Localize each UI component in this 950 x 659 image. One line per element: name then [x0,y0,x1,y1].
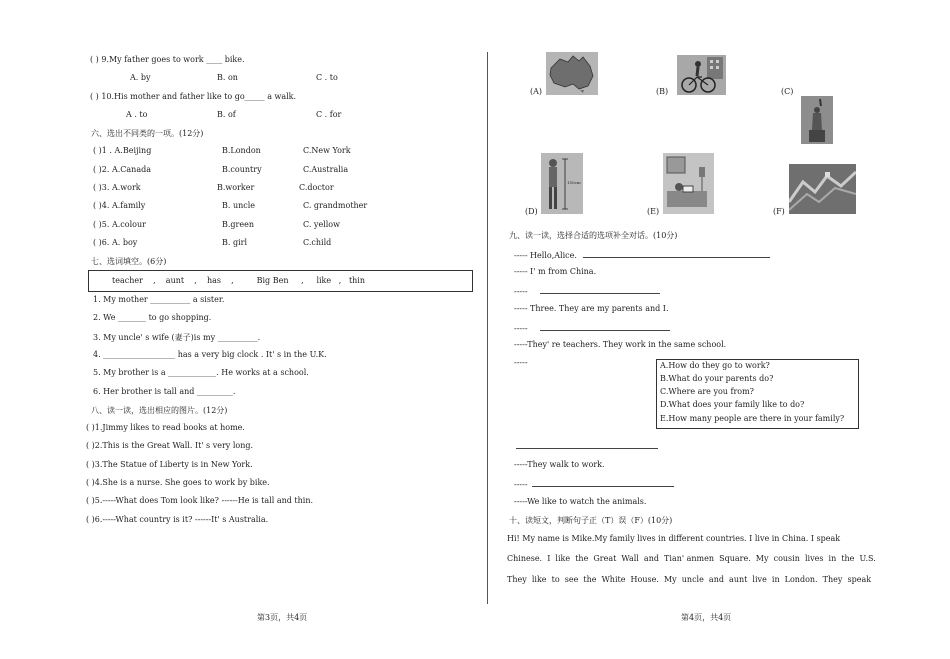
option-b: B.What do your parents do? [660,374,774,383]
height-mark: 150cm [567,180,581,185]
picture-e-reading-at-home [663,153,714,214]
answer-blank-4[interactable] [516,440,658,449]
picture-c-statue-of-liberty [801,96,833,144]
s6-row-2-b: B.country [222,165,262,174]
picture-f-label: (F) [773,207,785,216]
s6-row-2-c: C.Australia [303,165,349,174]
dialog-line-5-text: ----- [514,324,528,333]
option-e: E.How many people are there in your family? [660,414,845,423]
s6-row-4-c: C. grandmother [303,201,368,210]
q10-option-a: A . to [126,110,148,119]
s8-item-5: ( )5.-----What does Tom look like? ------He is tall and thin. [86,496,314,505]
s6-row-6-a: ( )6. A. boy [93,238,138,247]
dialog-line-9-text: ----- [514,480,528,489]
q10-option-c: C . for [316,110,342,119]
dialog-line-7: ----- [514,358,528,367]
dialog-line-3 [514,285,660,296]
s7-item-2: 2. We _______ to go shopping. [93,313,212,322]
dialog-line-5 [514,322,670,333]
option-d: D.What does your family like to do? [660,400,805,409]
s6-row-2-a: ( )2. A.Canada [93,165,151,174]
s6-row-5-b: B.green [222,220,254,229]
q9-option-a: A. by [130,73,151,82]
section-10-title: 十、读短文，判断句子正（T）误（F）(10分) [509,516,673,525]
word-bank: teacher , aunt , has , Big Ben , like , thin [112,276,366,285]
dialog-line-3-text: ----- [514,287,528,296]
picture-d-label: (D) [525,207,538,216]
s8-item-4: ( )4.She is a nurse. She goes to work by bike. [86,478,270,487]
page-divider [487,52,488,604]
right-page-footer: 第4页，共4页 [681,613,732,622]
dialog-line-8: -----They walk to work. [514,460,605,469]
s8-item-1: ( )1.Jimmy likes to read books at home. [86,423,245,432]
s6-row-3-a: ( )3. A.work [93,183,141,192]
s6-row-3-c: C.doctor [299,183,334,192]
s6-row-5-c: C. yellow [303,220,340,229]
s8-item-6: ( )6.-----What country is it? ------It' s Australia. [86,515,269,524]
section-8-title: 八、读一读，选出相应的图片。(12分) [91,406,228,415]
s7-item-3: 3. My uncle' s wife (妻子)is my __________. [93,333,261,342]
passage-line-2: Chinese. I like the Great Wall and Tian' anmen Square. My cousin lives in the U.S. [507,554,876,563]
question-9: ( ) 9.My father goes to work ____ bike. [90,55,245,64]
question-10: ( ) 10.His mother and father like to go_____ a walk. [90,92,297,101]
picture-c-label: (C) [781,87,794,96]
dialog-line-6: -----They' re teachers. They work in the same school. [514,340,727,349]
answer-blank-3[interactable] [540,322,670,331]
picture-a-australia-map [546,52,598,95]
section-7-title: 七、选词填空。(6分) [91,257,167,266]
dialog-line-1 [514,249,770,260]
picture-f-great-wall [789,164,856,214]
dialog-line-1-text: ----- Hello,Alice. [514,251,577,260]
picture-d-tall-boy [541,153,583,214]
passage-line-1: Hi! My name is Mike.My family lives in different countries. I live in China. I speak [507,534,841,543]
option-a: A.How do they go to work? [660,361,770,370]
s7-item-6: 6. Her brother is tall and _________. [93,387,236,396]
dialog-line-9 [514,478,674,489]
option-c: C.Where are you from? [660,387,754,396]
left-page-footer: 第3页，共4页 [257,613,308,622]
q10-option-b: B. of [217,110,236,119]
s6-row-4-b: B. uncle [222,201,256,210]
passage-line-3: They like to see the White House. My uncle and aunt live in London. They speak [507,575,872,584]
s6-row-1-b: B.London [222,146,261,155]
s7-item-1: 1. My mother __________ a sister. [93,295,225,304]
picture-b-bike [677,55,726,95]
s8-item-2: ( )2.This is the Great Wall. It' s very long. [86,441,254,450]
s8-item-3: ( )3.The Statue of Liberty is in New York. [86,460,253,469]
s6-row-4-a: ( )4. A.family [93,201,146,210]
picture-b-label: (B) [656,87,669,96]
s7-item-4: 4. __________________ has a very big clock . It' s in the U.K. [93,350,327,359]
q9-option-b: B. on [217,73,238,82]
s6-row-6-b: B. girl [222,238,248,247]
answer-blank-1[interactable] [583,249,770,258]
section-6-title: 六、选出不同类的一项。(12分) [91,129,204,138]
answer-blank-5[interactable] [532,478,674,487]
picture-e-label: (E) [647,207,660,216]
dialog-line-2: ----- I' m from China. [514,267,597,276]
dialog-line-10: -----We like to watch the animals. [514,497,647,506]
s6-row-3-b: B.worker [217,183,255,192]
s6-row-6-c: C.child [303,238,332,247]
answer-blank-2[interactable] [540,285,660,294]
s7-item-5: 5. My brother is a ____________. He works at a school. [93,368,309,377]
s6-row-1-a: ( )1 . A.Beijing [93,146,152,155]
s6-row-1-c: C.New York [303,146,351,155]
q9-option-c: C . to [316,73,338,82]
dialog-line-4: ----- Three. They are my parents and I. [514,304,669,313]
section-9-title: 九、读一读，选择合适的选项补全对话。(10分) [509,231,678,240]
picture-a-label: (A) [530,87,543,96]
s6-row-5-a: ( )5. A.colour [93,220,146,229]
